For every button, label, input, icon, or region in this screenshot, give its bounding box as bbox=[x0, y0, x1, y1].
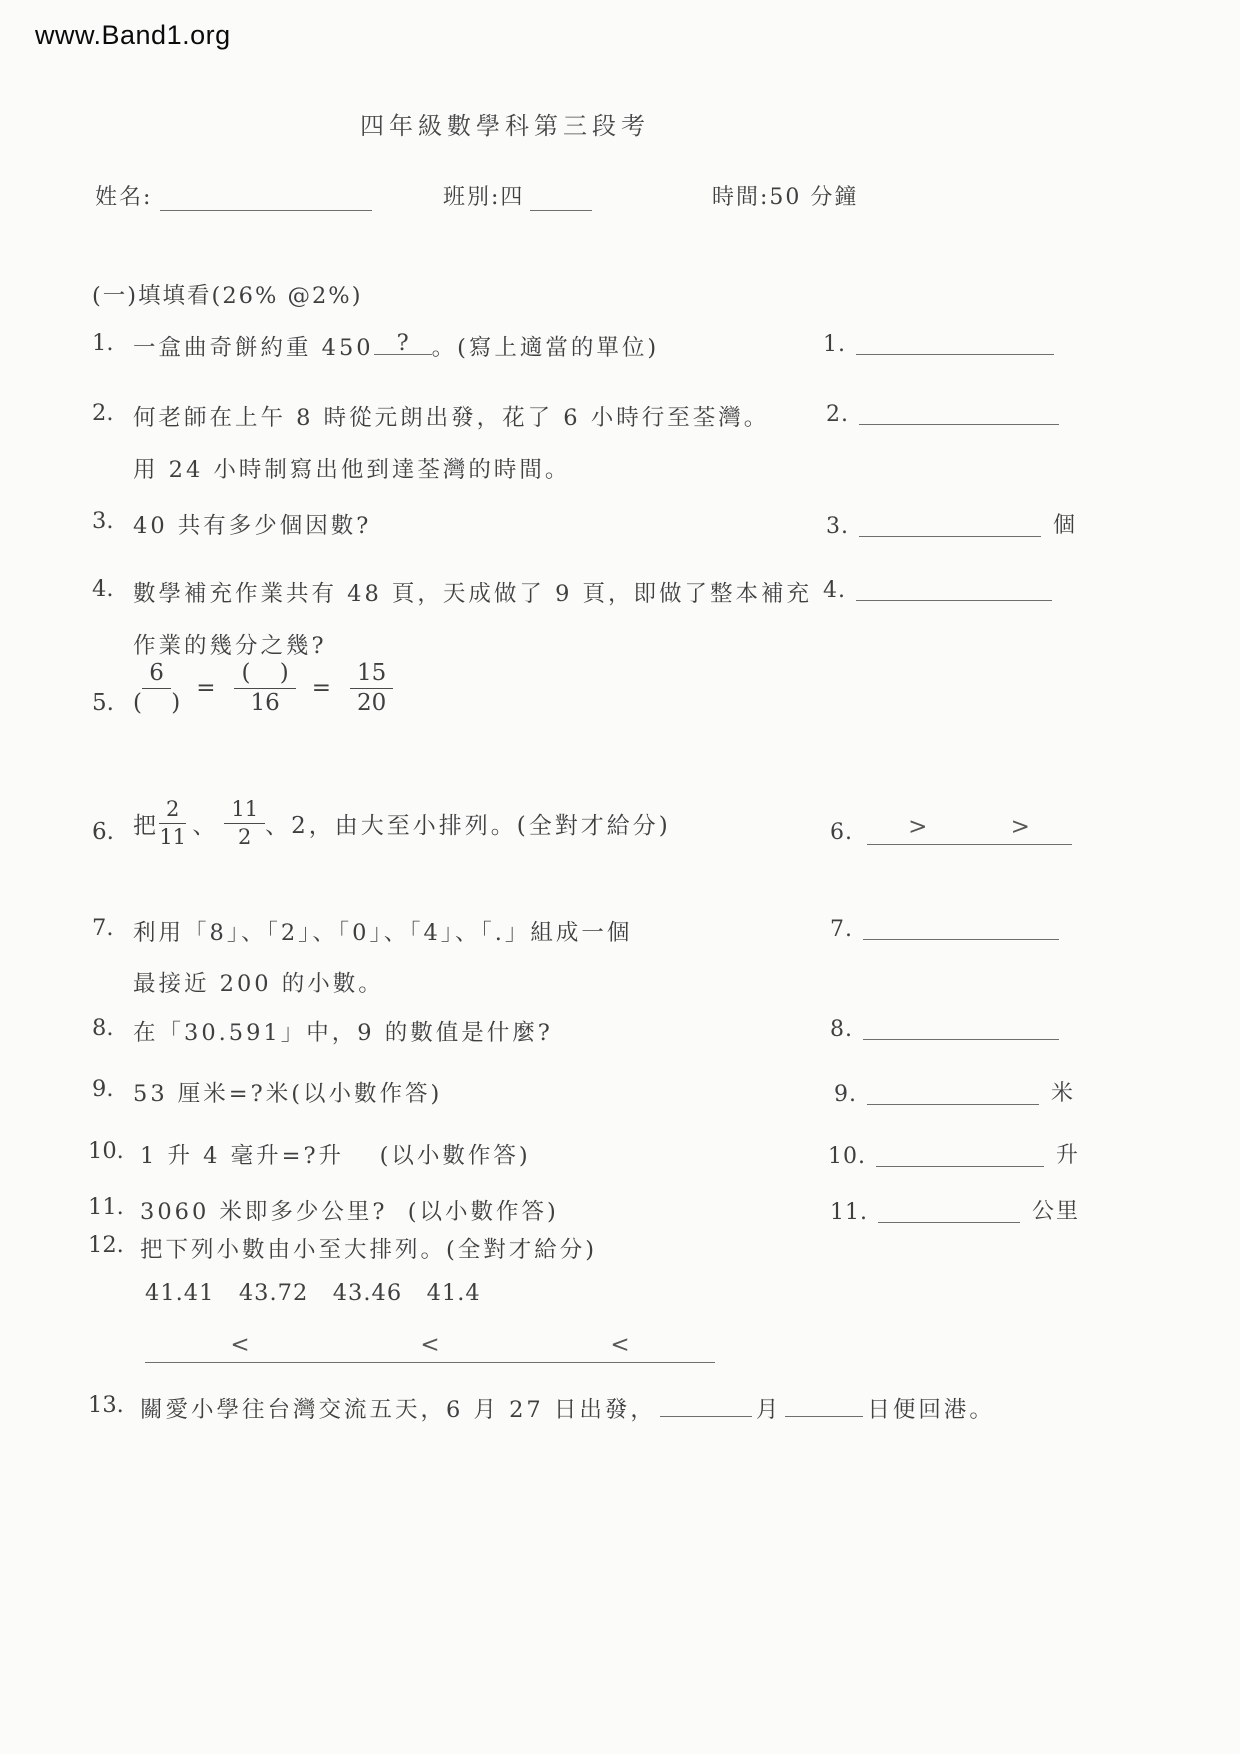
equals-sign: = bbox=[196, 675, 219, 701]
question-6-prefix: 把 bbox=[133, 812, 159, 839]
less-than-symbol: < bbox=[230, 1332, 250, 1358]
fraction-1-denominator: ( ) bbox=[133, 689, 181, 716]
question-13-text-before: 關愛小學往台灣交流五天，6 月 27 日出發， bbox=[140, 1397, 656, 1423]
answer-10-number: 10. bbox=[828, 1144, 866, 1169]
question-11-number: 11. bbox=[88, 1194, 124, 1220]
question-12-decimal-list: 41.41 43.72 43.46 41.4 bbox=[145, 1280, 481, 1306]
answer-9-number: 9. bbox=[834, 1082, 857, 1107]
answer-2-number: 2. bbox=[826, 402, 849, 427]
question-12-line1: 把下列小數由小至大排列。(全對才給分) bbox=[140, 1237, 598, 1263]
question-8 bbox=[92, 1015, 553, 1047]
answer-7-blank bbox=[863, 915, 1059, 940]
question-9 bbox=[92, 1076, 442, 1108]
time-field bbox=[712, 180, 858, 211]
question-7-number: 7. bbox=[92, 915, 114, 941]
question-7-line1: 利用「8」、「2」、「0」、「4」、「.」組成一個 bbox=[133, 920, 633, 946]
question-2-number: 2. bbox=[92, 400, 114, 426]
question-7-continued bbox=[133, 966, 384, 998]
question-9-number: 9. bbox=[92, 1076, 114, 1102]
question-13 bbox=[88, 1392, 995, 1424]
question-12-compare-blank bbox=[145, 1326, 715, 1363]
fraction-1 bbox=[133, 661, 180, 716]
answer-1 bbox=[823, 330, 1054, 357]
greater-than-symbol: > bbox=[1010, 814, 1031, 840]
question-13-number: 13. bbox=[88, 1392, 124, 1418]
fraction-3-denominator: 20 bbox=[356, 689, 387, 716]
answer-9 bbox=[834, 1076, 1075, 1107]
fraction-11-over-2 bbox=[224, 798, 265, 848]
answer-6-blank bbox=[867, 808, 1072, 845]
section-heading: (一)填填看(26% @2%) bbox=[92, 283, 363, 309]
answer-9-unit: 米 bbox=[1051, 1081, 1076, 1106]
question-13-text-after: 日便回港。 bbox=[867, 1397, 995, 1423]
separator: 、 bbox=[192, 812, 219, 839]
question-10 bbox=[88, 1138, 531, 1170]
answer-8 bbox=[830, 1015, 1059, 1042]
question-9-text: 53 厘米=?米(以小數作答) bbox=[133, 1081, 443, 1107]
answer-6 bbox=[830, 808, 1072, 845]
question-12-answer-line bbox=[145, 1326, 715, 1363]
question-4-continued bbox=[133, 628, 327, 660]
answer-3-unit: 個 bbox=[1053, 513, 1078, 538]
question-5-number: 5. bbox=[92, 690, 114, 716]
answer-4-blank bbox=[856, 576, 1052, 601]
fraction-numerator: 2 bbox=[159, 798, 186, 824]
answer-11 bbox=[830, 1194, 1080, 1225]
question-3-number: 3. bbox=[92, 508, 114, 534]
answer-10 bbox=[828, 1138, 1080, 1169]
question-11-text: 3060 米即多少公里? (以小數作答) bbox=[140, 1199, 559, 1225]
name-label: 姓名: bbox=[95, 185, 153, 210]
question-1-inline-blank: ? bbox=[374, 330, 432, 355]
answer-8-blank bbox=[863, 1015, 1059, 1040]
question-13-month-blank bbox=[660, 1392, 752, 1417]
fraction-2-over-11 bbox=[159, 798, 186, 848]
greater-than-symbol: > bbox=[908, 814, 929, 840]
answer-7 bbox=[830, 915, 1059, 942]
fraction-numerator: 11 bbox=[224, 798, 265, 824]
answer-4-number: 4. bbox=[823, 578, 846, 603]
fraction-2-denominator: 16 bbox=[250, 689, 280, 716]
answer-3-blank bbox=[859, 512, 1041, 537]
class-label: 班別:四 bbox=[443, 185, 525, 210]
question-2 bbox=[92, 400, 769, 432]
answer-3 bbox=[826, 508, 1077, 539]
question-3-text: 40 共有多少個因數? bbox=[133, 513, 372, 539]
name-blank bbox=[160, 186, 372, 211]
question-4-line2: 作業的幾分之幾? bbox=[133, 633, 327, 659]
fraction-2-numerator: ( ) bbox=[234, 661, 295, 689]
answer-11-blank bbox=[878, 1198, 1020, 1223]
question-2-line2: 用 24 小時制寫出他到達荃灣的時間。 bbox=[133, 457, 571, 483]
question-10-number: 10. bbox=[88, 1138, 124, 1164]
class-blank bbox=[530, 186, 592, 211]
fraction-3 bbox=[350, 661, 393, 716]
question-6-suffix: 、2，由大至小排列。(全對才給分) bbox=[265, 812, 671, 839]
question-2-line1: 何老師在上午 8 時從元朗出發，花了 6 小時行至荃灣。 bbox=[133, 405, 770, 431]
answer-11-unit: 公里 bbox=[1032, 1199, 1081, 1224]
less-than-symbol: < bbox=[610, 1332, 630, 1358]
question-1 bbox=[92, 330, 659, 362]
question-5 bbox=[92, 660, 393, 716]
answer-7-number: 7. bbox=[830, 917, 853, 942]
answer-2 bbox=[826, 400, 1059, 427]
answer-9-blank bbox=[867, 1080, 1039, 1105]
fraction-denominator: 2 bbox=[238, 824, 252, 849]
question-12 bbox=[88, 1232, 597, 1264]
fraction-denominator: 11 bbox=[159, 824, 187, 849]
answer-4 bbox=[823, 576, 1052, 603]
question-11 bbox=[88, 1194, 559, 1226]
fraction-1-numerator: 6 bbox=[142, 661, 171, 689]
question-12-values bbox=[145, 1280, 481, 1306]
time-label: 時間:50 分鐘 bbox=[712, 185, 859, 210]
question-6-number: 6. bbox=[92, 819, 114, 846]
question-7 bbox=[92, 915, 632, 947]
question-4 bbox=[92, 576, 812, 608]
page-title: 四年級數學科第三段考 bbox=[360, 112, 650, 140]
question-10-text: 1 升 4 毫升=?升 (以小數作答) bbox=[140, 1143, 531, 1169]
question-1-text-before: 一盒曲奇餅約重 450 bbox=[133, 335, 374, 361]
question-1-number: 1. bbox=[92, 330, 114, 356]
question-12-number: 12. bbox=[88, 1232, 124, 1258]
answer-1-number: 1. bbox=[823, 332, 846, 357]
class-field bbox=[443, 180, 592, 211]
question-2-continued bbox=[133, 452, 570, 484]
question-4-line1: 數學補充作業共有 48 頁，天成做了 9 頁，即做了整本補充 bbox=[133, 581, 813, 607]
answer-1-blank bbox=[856, 330, 1054, 355]
question-13-day-blank bbox=[785, 1392, 863, 1417]
answer-6-number: 6. bbox=[830, 820, 853, 845]
answer-8-number: 8. bbox=[830, 1017, 853, 1042]
question-13-month-label: 月 bbox=[755, 1397, 782, 1423]
question-6 bbox=[92, 798, 671, 848]
question-4-number: 4. bbox=[92, 576, 114, 602]
watermark: www.Band1.org bbox=[35, 20, 231, 50]
answer-2-blank bbox=[859, 400, 1059, 425]
question-3 bbox=[92, 508, 371, 540]
answer-10-blank bbox=[876, 1142, 1044, 1167]
question-8-text: 在「30.591」中，9 的數值是什麼? bbox=[133, 1020, 553, 1046]
name-field bbox=[95, 180, 372, 211]
fraction-3-numerator: 15 bbox=[350, 661, 393, 689]
answer-11-number: 11. bbox=[830, 1200, 868, 1225]
answer-3-number: 3. bbox=[826, 514, 849, 539]
question-1-text-after: 。(寫上適當的單位) bbox=[431, 335, 660, 361]
question-7-line2: 最接近 200 的小數。 bbox=[133, 971, 384, 997]
less-than-symbol: < bbox=[420, 1332, 440, 1358]
answer-10-unit: 升 bbox=[1056, 1143, 1081, 1168]
question-8-number: 8. bbox=[92, 1015, 114, 1041]
fraction-2 bbox=[234, 661, 295, 716]
equals-sign: = bbox=[311, 675, 334, 701]
